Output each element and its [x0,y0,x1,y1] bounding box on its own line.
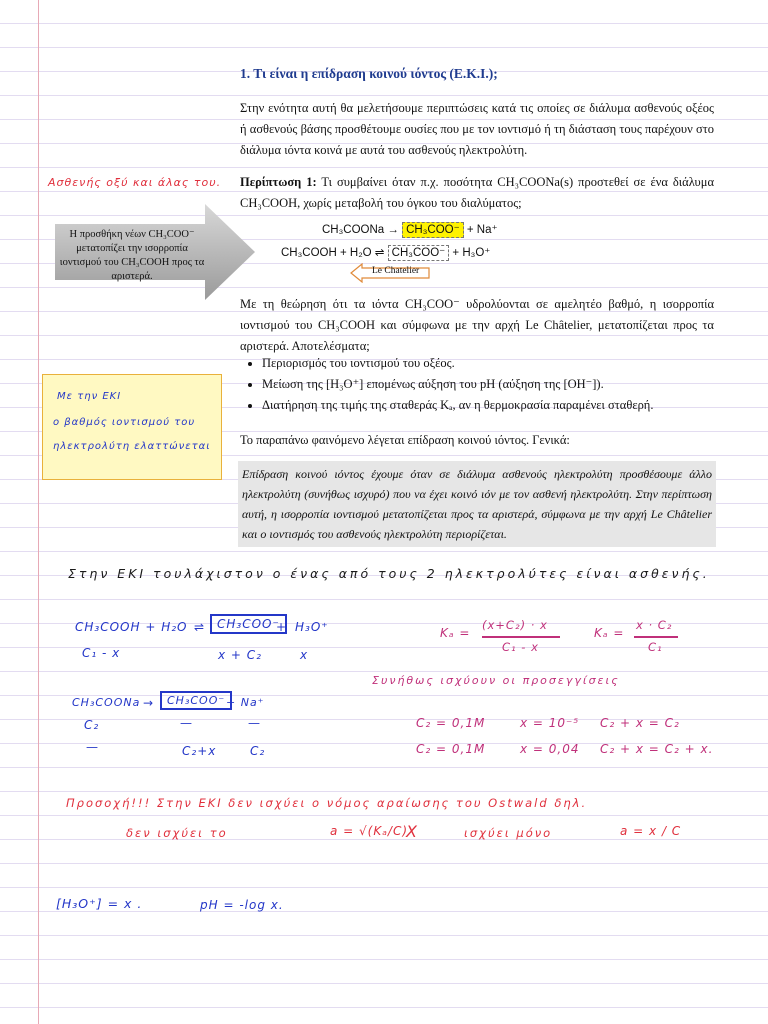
note-line-1: Στην ΕΚΙ τουλάχιστον ο ένας από τους 2 ηλεκτρολύτες είναι ασθενής. [68,566,710,581]
arrow-text: Η προσθήκη νέων CH₃COO⁻ μετατοπίζει την ισορροπία ιοντισμού του CH₃COOH προς τα αριστερά. [59,229,205,282]
le-chatelier-arrow [350,263,430,283]
reaction-1-plus: + [276,620,288,634]
le-chatelier-label: Le Chatelier [372,266,420,276]
equation-dissociation [322,222,498,236]
intro-paragraph: Στην ενότητα αυτή θα μελετήσουμε περιπτώσεις κατά τις οποίες σε διάλυμα ασθενούς οξέος ή ασθενούς βάσης προσθέτουμε ουσίες που με τον ιοντισμό ή τη διάσταση τους παρέχουν στο διάλυμα ιόντα κοινά με αυτά του ασθενούς ηλεκτρολύτη. [240,101,714,157]
reaction-2-dash: — [248,716,261,730]
reaction-2-boxed-ion: CH₃COO⁻ [160,691,232,710]
h3o-formula: [H₃O⁺] = x . [56,896,143,911]
eq1-right: + Na⁺ [466,224,498,236]
result-item: • Μείωση της [H₃O⁺] επομένως αύξηση του pH (αύξηση της [OH⁻]). [262,374,653,395]
result-item: • Περιορισμός του ιοντισμού του οξέος. [262,353,653,374]
example-1-x: x = 10⁻⁵ [520,716,580,730]
reaction-2-dash: — [180,716,193,730]
cross-mark: X [406,822,418,841]
reaction-2-salt: CH₃COONa [72,696,141,709]
example-2-x: x = 0,04 [520,742,580,756]
case-1-label: Περίπτωση 1: [240,175,317,189]
reaction-2-final-ion: C₂+x [182,744,217,758]
example-1-result: C₂ + x = C₂ [600,716,680,730]
warning-line-2-prefix: δεν ισχύει το [126,826,228,840]
alpha-formula: a = x / C [620,824,682,838]
reaction-1-conc-acid: C₁ - x [82,646,121,660]
case-1-text: Τι συμβαίνει όταν π.χ. ποσότητα CH₃COONa(s) προστεθεί σε ένα διάλυμα CH₃COOH, χωρίς μεταβολή του όγκου του διαλύματος; [240,175,714,210]
eq2-dashed-box: CH₃COO⁻ [388,245,450,261]
ka-1-denominator: C₁ - x [502,640,539,654]
margin-note: Ασθενής οξύ και άλας του. [48,176,222,189]
info-arrow [55,204,255,300]
reaction-2-initial: C₂ [84,718,100,732]
section-heading: 1. Τι είναι η επίδραση κοινού ιόντος (Ε.Κ.Ι.); [240,66,498,81]
reaction-1-conc-ion: x + C₂ [218,648,262,662]
ka-1-fraction-bar [482,636,560,638]
sticky-line-3: ηλεκτρολύτη ελαττώνεται [53,441,211,452]
reaction-1-arrow: ⇌ [194,620,206,634]
ka-1-lhs: Kₐ = [440,626,471,640]
example-2-conc: C₂ = 0,1M [416,742,486,756]
sticky-line-1: Με την ΕΚΙ [57,391,122,402]
ph-formula: pH = -log x. [200,898,284,912]
warning-line-1: Προσοχή!!! Στην ΕΚΙ δεν ισχύει ο νόμος αραίωσης του Ostwald δηλ. [66,796,588,810]
results-list [240,353,653,416]
explanation-paragraph: Με τη θεώρηση ότι τα ιόντα CH₃COO⁻ υδρολύονται σε αμελητέο βαθμό, η ισορροπία ιοντισμού του CH₃COOH και σύμφωνα με την αρχή Le Châtelier, μετατοπίζεται προς τα αριστερά. Αποτελέσματα; [240,297,714,353]
eq2-right: + H₃O⁺ [452,247,491,259]
eq1-left: CH₃COONa → [322,224,399,236]
sticky-line-2: ο βαθμός ιοντισμού του [53,417,196,428]
general-paragraph: Το παραπάνω φαινόμενο λέγεται επίδραση κοινού ιόντος. Γενικά: [240,433,570,447]
ka-2-lhs: Kₐ = [594,626,625,640]
reaction-2-final-na: C₂ [250,744,266,758]
notebook-margin-line [38,0,39,1024]
example-2-result: C₂ + x = C₂ + x. [600,742,714,756]
reaction-1-product: H₃O⁺ [295,620,329,634]
ka-1-numerator: (x+C₂) · x [482,618,548,632]
eq1-highlight-box: CH₃COO⁻ [402,222,464,238]
warning-line-2-suffix: ισχύει μόνο [464,826,553,840]
ka-2-denominator: C₁ [648,640,663,654]
ostwald-formula: a = √(Kₐ/C) [330,824,409,838]
reaction-2-product: + Na⁺ [226,696,265,709]
result-item: • Διατήρηση της τιμής της σταθεράς Kₐ, αν η θερμοκρασία παραμένει σταθερή. [262,395,653,416]
reaction-1-boxed-ion: CH₃COO⁻ [210,614,287,634]
sticky-note[interactable] [42,374,222,480]
example-1-conc: C₂ = 0,1M [416,716,486,730]
reaction-2-arrow: → [143,696,155,710]
approximation-note: Συνήθως ισχύουν οι προσεγγίσεις [372,674,620,687]
reaction-1-reactants: CH₃COOH + H₂O [75,620,188,634]
equation-ionization [281,245,490,259]
eq2-left: CH₃COOH + H₂O ⇌ [281,247,385,259]
case-1-paragraph [240,172,714,214]
ka-2-fraction-bar [634,636,678,638]
reaction-1-conc-h3o: x [300,648,309,662]
reaction-2-dash: — [86,740,99,754]
ka-2-numerator: x · C₂ [636,618,673,632]
definition-box: Επίδραση κοινού ιόντος έχουμε όταν σε διάλυμα ασθενούς ηλεκτρολύτη προσθέσουμε άλλο ηλεκτρολύτη (συνήθως ισχυρό) που να έχει κοινό ιόν με τον ασθενή ηλεκτρολύτη. Στην περίπτωση αυτή, η ισορροπία ιοντισμού μετατοπίζεται προς τα αριστερά, σύμφωνα με την αρχή Le Châtelier και ο ιοντισμός του ασθενούς ηλεκτρολύτη περιορίζεται. [238,461,716,547]
